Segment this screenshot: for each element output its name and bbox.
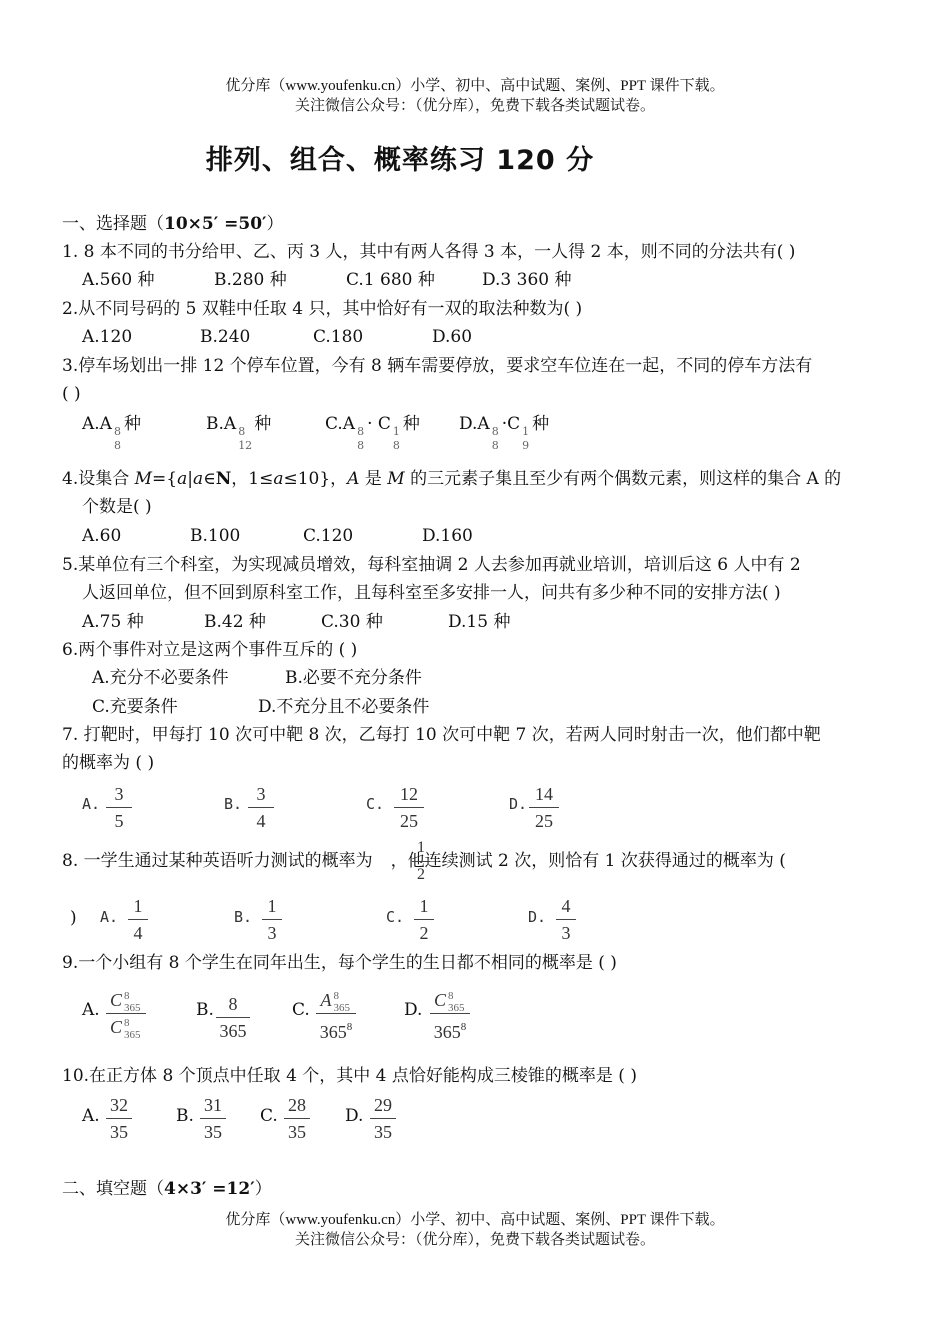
question-8-close: ) xyxy=(70,908,77,928)
q10-option-b-fraction: 31 35 xyxy=(200,1093,226,1144)
q7-option-d-label: D. xyxy=(509,795,528,813)
q5-option-d: D.15 种 xyxy=(448,612,511,632)
footer-line-2: 关注微信公众号：（优分库），免费下载各类试题试卷。 xyxy=(294,1232,655,1248)
question-2: 2.从不同号码的 5 双鞋中任取 4 只，其中恰好有一双的取法种数为( ) xyxy=(62,299,583,319)
q7-option-a-label: A. xyxy=(82,795,101,813)
q7-option-d-fraction: 14 25 xyxy=(529,782,559,833)
q7-option-c-label: C. xyxy=(366,795,385,813)
question-5: 5.某单位有三个科室，为实现减员增效，每科室抽调 2 人去参加再就业培训，培训后这 6 人中有 2 xyxy=(62,555,801,575)
q9-option-d-fraction: C 8 365 $365^8$ xyxy=(430,988,470,1044)
q1-option-c: C.1 680 种 xyxy=(346,270,435,290)
question-6: 6.两个事件对立是这两个事件互斥的 ( ) xyxy=(62,640,358,660)
q2-option-a: A.120 xyxy=(82,327,133,347)
q2-option-b: B.240 xyxy=(200,327,251,347)
q9-option-d-label: D. xyxy=(404,1000,423,1020)
q10-option-c-label: C. xyxy=(260,1106,278,1126)
question-4: 4.设集合 M={a|a∈N，1≤a≤10}，A 是 M 的三元素子集且至少有两个偶数元素，则这样的集合 A 的 xyxy=(62,469,842,489)
question-10: 10.在正方体 8 个顶点中任取 4 个，其中 4 点恰好能构成三棱锥的概率是 ( ) xyxy=(62,1066,637,1086)
q6-option-a: A.充分不必要条件 xyxy=(92,668,229,688)
page-title: 排列、组合、概率练习 120 分 xyxy=(205,145,595,176)
q8-option-a-label: A. xyxy=(100,908,119,926)
q2-option-c: C.180 xyxy=(313,327,364,347)
q7-option-c-fraction: 12 25 xyxy=(394,782,424,833)
q7-option-b-fraction: 3 4 xyxy=(248,782,274,833)
q6-option-b: B.必要不充分条件 xyxy=(285,668,422,688)
q9-option-b-label: B. xyxy=(196,1000,214,1020)
q10-option-a-label: A. xyxy=(82,1106,100,1126)
q10-option-d-fraction: 29 35 xyxy=(370,1093,396,1144)
q3-option-c: C.A 8 8 · C 1 8 种 xyxy=(325,414,420,452)
question-3: 3.停车场划出一排 12 个停车位置，今有 8 辆车需要停放，要求空车位连在一起，不同的停车方法有 xyxy=(62,356,813,376)
q9-option-a-fraction: C 8 365 C 8 365 xyxy=(106,988,146,1039)
q9-option-c-fraction: A 8 365 $365^8$ xyxy=(316,988,356,1044)
q8-option-d-label: D. xyxy=(528,908,547,926)
q8-option-b-fraction: 1 3 xyxy=(262,894,282,945)
q4-option-d: D.160 xyxy=(422,526,473,546)
header-line-2: 关注微信公众号：（优分库），免费下载各类试题试卷。 xyxy=(294,98,655,114)
question-1: 1. 8 本不同的书分给甲、乙、丙 3 人，其中有两人各得 3 本，一人得 2 本，则不同的分法共有( ) xyxy=(62,242,796,262)
q5-option-a: A.75 种 xyxy=(82,612,144,632)
q8-option-a-fraction: 1 4 xyxy=(128,894,148,945)
q3-option-a: A.A 8 8 种 xyxy=(82,414,141,452)
question-3-bracket: ( ) xyxy=(62,384,81,404)
section-1-heading: 一、选择题（10×5′ =50′） xyxy=(62,214,284,234)
q5-option-c: C.30 种 xyxy=(321,612,383,632)
q8-option-c-fraction: 1 2 xyxy=(414,894,434,945)
q7-option-b-label: B. xyxy=(224,795,243,813)
q4-option-a: A.60 xyxy=(82,526,122,546)
q3-option-b: B.A 8 12 种 xyxy=(206,414,272,452)
q1-option-a: A.560 种 xyxy=(82,270,155,290)
question-4-line-2: 个数是( ) xyxy=(82,497,152,517)
q1-option-b: B.280 种 xyxy=(214,270,287,290)
q8-option-b-label: B. xyxy=(234,908,253,926)
question-7: 7. 打靶时，甲每打 10 次可中靶 8 次，乙每打 10 次可中靶 7 次，若两人同时射击一次，他们都中靶 xyxy=(62,725,821,745)
q8-option-c-label: C. xyxy=(386,908,405,926)
q10-option-c-fraction: 28 35 xyxy=(284,1093,310,1144)
q6-option-d: D.不充分且不必要条件 xyxy=(258,697,430,717)
question-8: 8. 一学生通过某种英语听力测试的概率为 ，他连续测试 2 次，则恰有 1 次获得通过的概率为 ( xyxy=(62,851,786,871)
q9-option-c-label: C. xyxy=(292,1000,310,1020)
q4-option-b: B.100 xyxy=(190,526,241,546)
q10-option-a-fraction: 32 35 xyxy=(106,1093,132,1144)
question-5-line-2: 人返回单位，但不回到原科室工作，且每科室至多安排一人，问共有多少种不同的安排方法( ) xyxy=(82,583,781,603)
question-9: 9.一个小组有 8 个学生在同年出生，每个学生的生日都不相同的概率是 ( ) xyxy=(62,953,617,973)
q2-option-d: D.60 xyxy=(432,327,473,347)
q1-option-d: D.3 360 种 xyxy=(482,270,572,290)
q10-option-d-label: D. xyxy=(345,1106,364,1126)
q8-option-d-fraction: 4 3 xyxy=(556,894,576,945)
q9-option-a-label: A. xyxy=(82,1000,100,1020)
footer-line-1: 优分库（www.youfenku.cn）小学、初中、高中试题、案例、PPT 课件下载。 xyxy=(225,1212,725,1228)
header-line-1: 优分库（www.youfenku.cn）小学、初中、高中试题、案例、PPT 课件下载。 xyxy=(225,78,725,94)
q4-option-c: C.120 xyxy=(303,526,354,546)
q5-option-b: B.42 种 xyxy=(204,612,266,632)
q6-option-c: C.充要条件 xyxy=(92,697,178,717)
q8-inline-fraction: 1 2 xyxy=(412,836,430,887)
q3-option-d: D.A 8 8 ·C 1 9 种 xyxy=(459,414,550,452)
section-2-heading: 二、填空题（4×3′ =12′） xyxy=(62,1179,272,1199)
q9-option-b-fraction: 8 365 xyxy=(216,992,250,1043)
q10-option-b-label: B. xyxy=(176,1106,194,1126)
q7-option-a-fraction: 3 5 xyxy=(106,782,132,833)
question-7-line-2: 的概率为 ( ) xyxy=(62,753,155,773)
